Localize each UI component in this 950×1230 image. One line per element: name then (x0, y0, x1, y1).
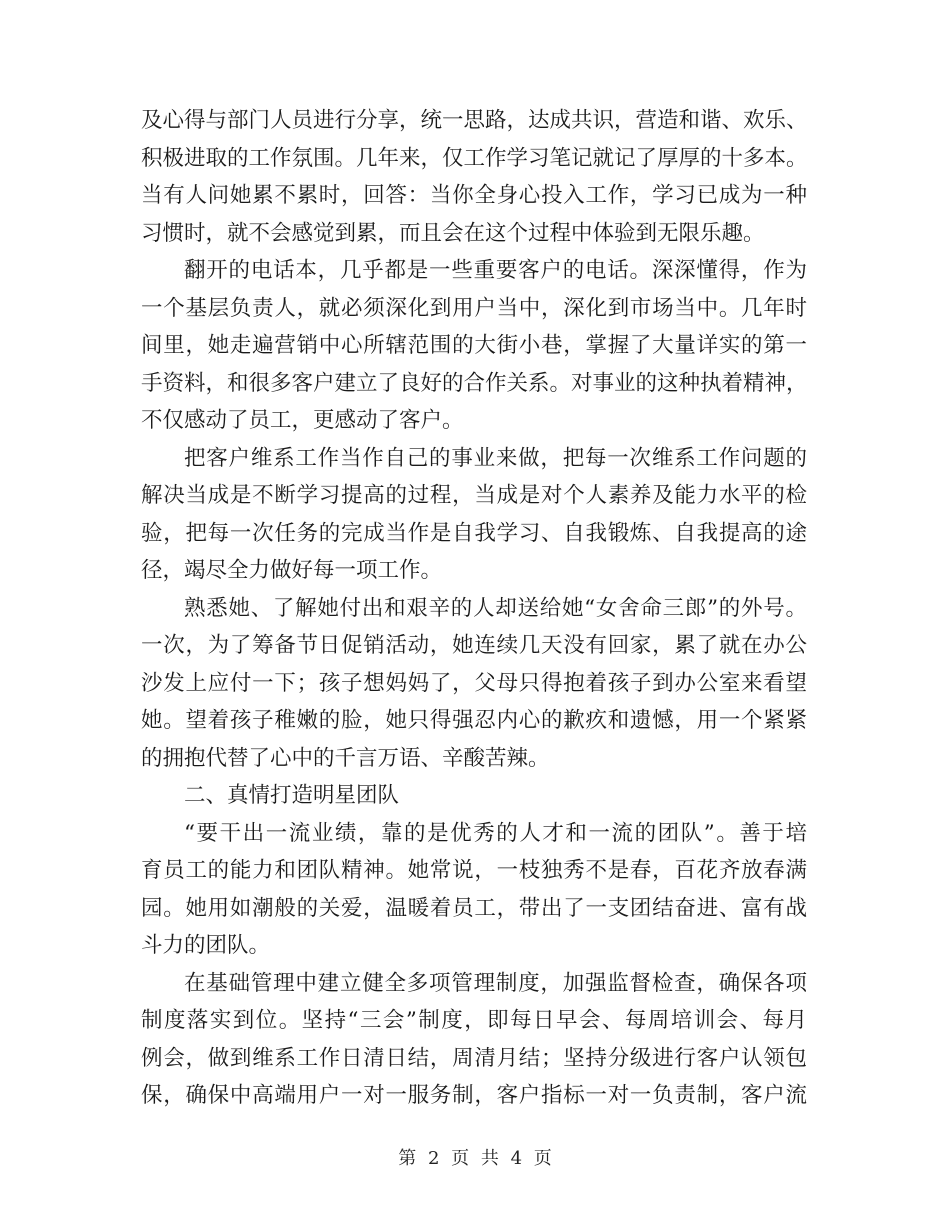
text-line: 在基础管理中建立健全多项管理制度，加强监督检查，确保各项 (184, 970, 807, 996)
text-line: 熟悉她、了解她付出和艰辛的人却送给她“女舍命三郎”的外号。 (184, 595, 807, 621)
page-number-footer: 第 2 页 共 4 页 (398, 1148, 552, 1169)
paragraph (141, 590, 807, 778)
paragraph (141, 815, 807, 965)
text-line: 不仅感动了员工，更感动了客户。 (141, 408, 464, 433)
text-line: 翻开的电话本，几乎都是一些重要客户的电话。深深懂得，作为 (184, 258, 807, 283)
text-line: 一次，为了筹备节日促销活动，她连续几天没有回家，累了就在办公 (141, 633, 807, 658)
text-line: 把客户维系工作当作自己的事业来做，把每一次维系工作问题的 (184, 445, 807, 471)
text-line: 积极进取的工作氛围。几年来，仅工作学习笔记就记了厚厚的十多本。 (141, 145, 808, 171)
text-line: 习惯时，就不会感觉到累，而且会在这个过程中体验到无限乐趣。 (141, 220, 765, 246)
paragraph (141, 440, 807, 590)
text-line: 间里，她走遍营销中心所辖范围的大街小巷，掌握了大量详实的第一 (141, 333, 807, 358)
paragraph (141, 777, 807, 815)
text-line: 的拥抱代替了心中的千言万语、辛酸苦辣。 (141, 745, 550, 771)
paragraph (141, 102, 807, 252)
text-line: 手资料，和很多客户建立了良好的合作关系。对事业的这种执着精神， (141, 370, 808, 396)
text-line: 一个基层负责人，就必须深化到用户当中，深化到市场当中。几年时 (141, 295, 807, 321)
text-line: 育员工的能力和团队精神。她常说，一枝独秀不是春，百花齐放春满 (141, 858, 807, 883)
document-body (141, 102, 807, 1115)
text-line: 验，把每一次任务的完成当作是自我学习、自我锻炼、自我提高的途 (141, 520, 807, 546)
text-line: 保，确保中高端用户一对一服务制，客户指标一对一负责制，客户流 (141, 1083, 807, 1108)
text-line: 解决当成是不断学习提高的过程，当成是对个人素养及能力水平的检 (141, 483, 807, 508)
text-line: 二、真情打造明星团队 (184, 783, 400, 808)
text-line: 制度落实到位。坚持“三会”制度，即每日早会、每周培训会、每月 (141, 1008, 807, 1033)
paragraph (141, 965, 807, 1115)
text-line: 斗力的团队。 (141, 933, 271, 958)
paragraph (141, 252, 807, 440)
text-line: 她。望着孩子稚嫩的脸，她只得强忍内心的歉疚和遗憾，用一个紧紧 (141, 708, 807, 733)
text-line: 沙发上应付一下；孩子想妈妈了，父母只得抱着孩子到办公室来看望 (141, 670, 807, 696)
text-line: “要干出一流业绩，靠的是优秀的人才和一流的团队”。善于培 (184, 820, 807, 846)
text-line: 当有人问她累不累时，回答：当你全身心投入工作，学习已成为一种 (141, 183, 807, 208)
text-line: 例会，做到维系工作日清日结，周清月结；坚持分级进行客户认领包 (141, 1045, 807, 1071)
text-line: 及心得与部门人员进行分享，统一思路，达成共识，营造和谐、欢乐、 (141, 108, 808, 133)
text-line: 径，竭尽全力做好每一项工作。 (141, 558, 443, 583)
text-line: 园。她用如潮般的关爱，温暖着员工，带出了一支团结奋进、富有战 (141, 895, 807, 921)
